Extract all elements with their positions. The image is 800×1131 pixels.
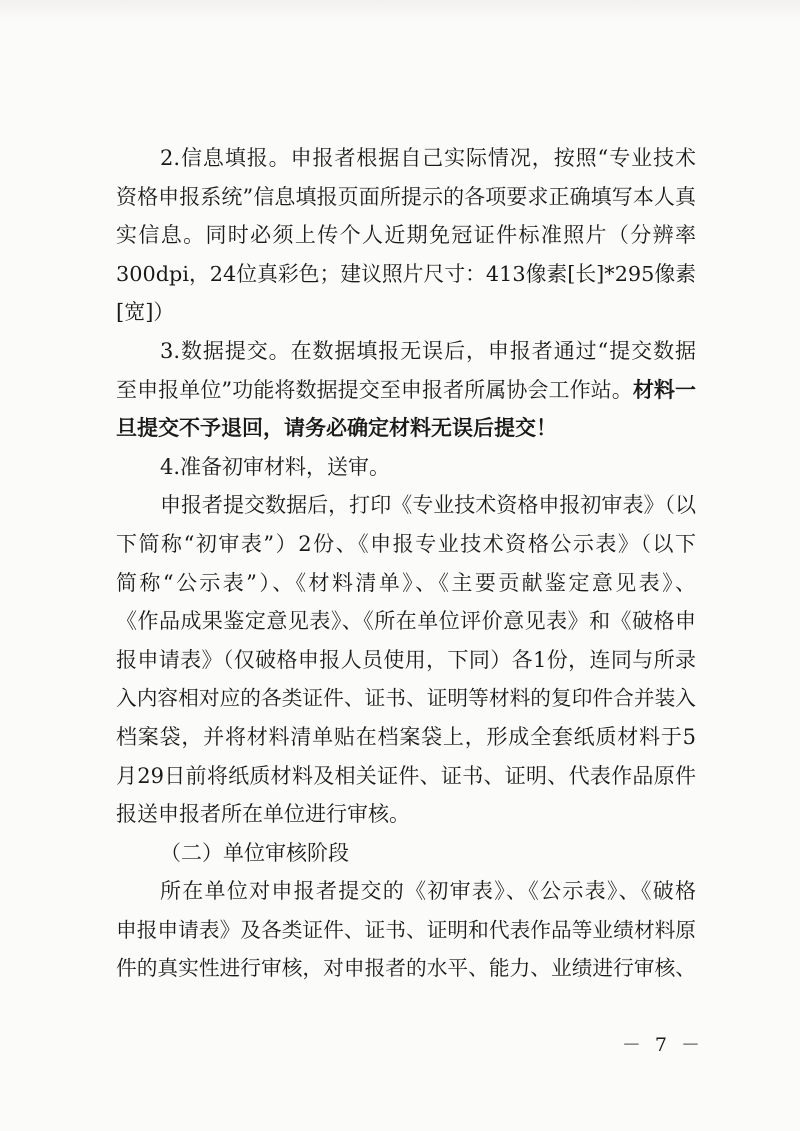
text-line: [116, 757, 696, 796]
text-line-content: 下简称“初审表”）2份、《申报专业技术资格公示表》（以下: [116, 531, 696, 556]
text-line-content: 档案袋，并将材料清单贴在档案袋上，形成全套纸质材料于5: [116, 724, 696, 749]
text-line-content: 《作品成果鉴定意见表》、《所在单位评价意见表》和《破格申: [116, 609, 696, 634]
emphasis-text: 旦提交不予退回，请务必确定材料无误后提交！: [116, 415, 557, 441]
text-line-content: 报送申报者所在单位进行审核。: [116, 802, 410, 827]
text-line: [116, 641, 696, 680]
text-line-content: 报申请表》（仅破格申报人员使用，下同）各1份，连同与所录: [116, 647, 696, 672]
text-line-content: 资格申报系统”信息填报页面所提示的各项要求正确填写本人真: [116, 184, 696, 209]
text-line: [116, 911, 696, 950]
emphasis-text: 材料一: [632, 376, 696, 402]
text-line: [116, 139, 696, 178]
text-line-content: 300dpi，24位真彩色；建议照片尺寸：413像素[长]*295像素: [116, 261, 696, 286]
text-line: [116, 486, 696, 525]
text-line-content: （二）单位审核阶段: [160, 840, 349, 865]
text-line-content: 申报者提交数据后，打印《专业技术资格申报初审表》（以: [160, 493, 696, 518]
text-line: [116, 332, 696, 371]
text-line-content: 所在单位对申报者提交的《初审表》、《公示表》、《破格: [160, 879, 696, 904]
text-line: [116, 602, 696, 641]
text-line-content: 2.信息填报。申报者根据自己实际情况，按照“专业技术: [160, 146, 696, 170]
text-line-content: 月29日前将纸质材料及相关证件、证书、证明、代表作品原件: [116, 763, 696, 788]
text-line: [116, 564, 696, 603]
text-line-content: 简称“公示表”）、《材料清单》、《主要贡献鉴定意见表》、: [116, 570, 696, 595]
text-line: [116, 409, 696, 448]
text-line-content: 3.数据提交。在数据填报无误后，申报者通过“提交数据: [160, 338, 696, 363]
text-line-content: 实信息。同时必须上传个人近期免冠证件标准照片（分辨率: [116, 223, 696, 248]
text-line-content: 至申报单位”功能将数据提交至申报者所属协会工作站。: [116, 377, 633, 402]
text-line: [116, 448, 696, 487]
body-text: [116, 139, 696, 988]
text-line-content: [宽]）: [116, 300, 175, 325]
text-line-content: 4.准备初审材料，送审。: [160, 454, 391, 479]
text-line: [116, 679, 696, 718]
text-line: [116, 718, 696, 757]
text-line: [116, 293, 696, 332]
text-line: [116, 872, 696, 911]
page-number: － 7 －: [621, 1034, 704, 1056]
text-line: [116, 178, 696, 217]
text-line-content: 件的真实性进行审核，对申报者的水平、能力、业绩进行审核、: [116, 956, 696, 981]
text-line-content: 入内容相对应的各类证件、证书、证明等材料的复印件合并装入: [116, 686, 696, 711]
text-line: [116, 949, 696, 988]
text-line: [116, 371, 696, 410]
text-line: [116, 795, 696, 834]
text-line: [116, 525, 696, 564]
text-line: [116, 834, 696, 873]
text-line: [116, 255, 696, 294]
text-line: [116, 216, 696, 255]
scan-shadow: [0, 0, 800, 22]
text-line-content: 申报申请表》及各类证件、证书、证明和代表作品等业绩材料原: [116, 917, 696, 942]
